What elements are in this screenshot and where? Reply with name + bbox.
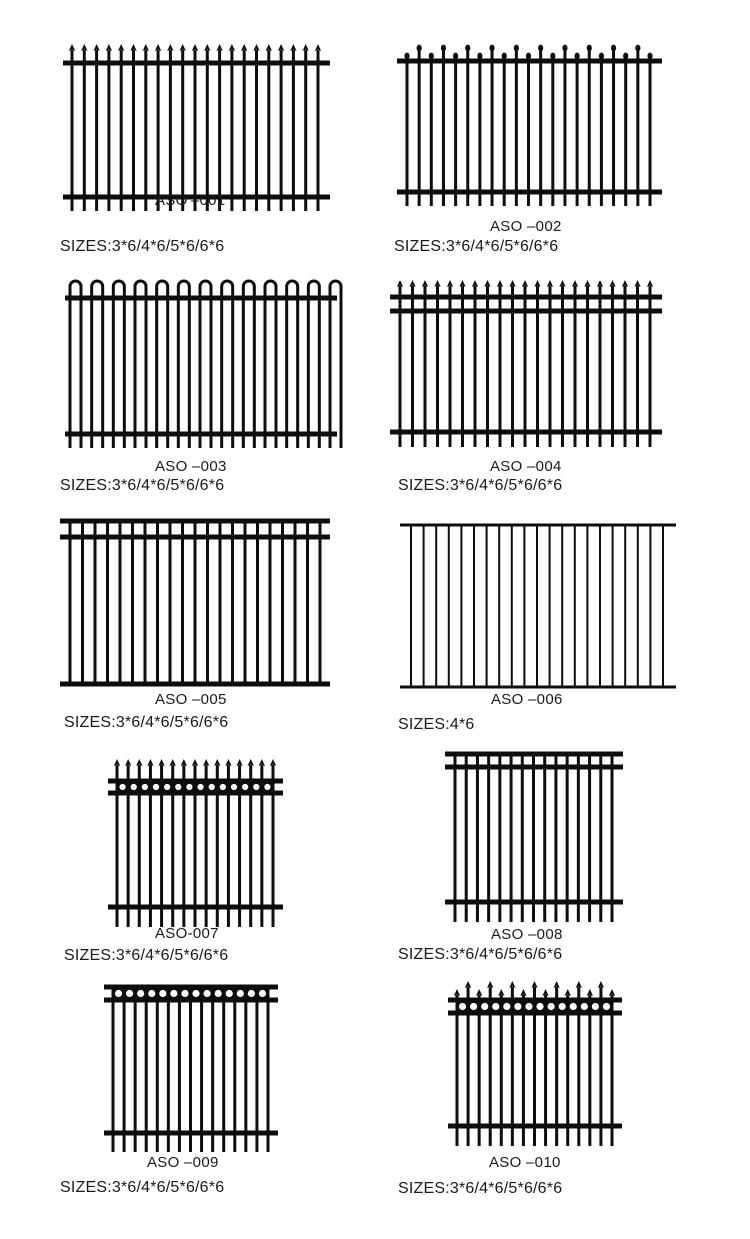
fence-panel-aso-006	[400, 525, 676, 687]
fence-sizes-label: SIZES:3*6/4*6/5*6/6*6	[60, 238, 225, 255]
fence-panel-aso-008	[445, 754, 623, 922]
fence-sizes-label: SIZES:3*6/4*6/5*6/6*6	[398, 946, 563, 963]
fence-sizes-label: SIZES:3*6/4*6/5*6/6*6	[60, 477, 225, 494]
fence-panel-aso-005	[60, 521, 330, 684]
fence-model-label: ASO-007	[155, 925, 219, 942]
fence-sizes-label: SIZES:3*6/4*6/5*6/6*6	[60, 1179, 225, 1196]
fence-panel-aso-009	[104, 987, 278, 1152]
fence-sizes-label: SIZES:3*6/4*6/5*6/6*6	[64, 714, 229, 731]
fence-sizes-label: SIZES:3*6/4*6/5*6/6*6	[394, 238, 559, 255]
fence-sizes-label: SIZES:3*6/4*6/5*6/6*6	[398, 1180, 563, 1197]
fence-model-label: ASO –010	[489, 1154, 561, 1171]
fence-model-label: ASO –006	[491, 691, 563, 708]
fence-panel-aso-004	[390, 280, 662, 447]
fence-model-label: ASO –008	[491, 926, 563, 943]
fence-model-label: ASO –005	[155, 691, 227, 708]
fence-panel-aso-010	[448, 981, 622, 1146]
fence-model-label: ASO –009	[147, 1154, 219, 1171]
fence-sizes-label: SIZES:3*6/4*6/5*6/6*6	[398, 477, 563, 494]
fence-model-label: ASO –002	[490, 218, 562, 235]
fence-panel-aso-001	[63, 44, 330, 211]
fence-panel-aso-007	[108, 759, 283, 927]
fence-model-label: ASO –003	[155, 458, 227, 475]
fence-model-label: ASO –004	[490, 458, 562, 475]
fence-panel-aso-003	[65, 281, 341, 448]
fence-sizes-label: SIZES:3*6/4*6/5*6/6*6	[64, 947, 229, 964]
fence-model-label: ASO –001	[155, 192, 226, 209]
fence-panel-aso-002	[397, 45, 662, 206]
fence-sizes-label: SIZES:4*6	[398, 716, 475, 733]
